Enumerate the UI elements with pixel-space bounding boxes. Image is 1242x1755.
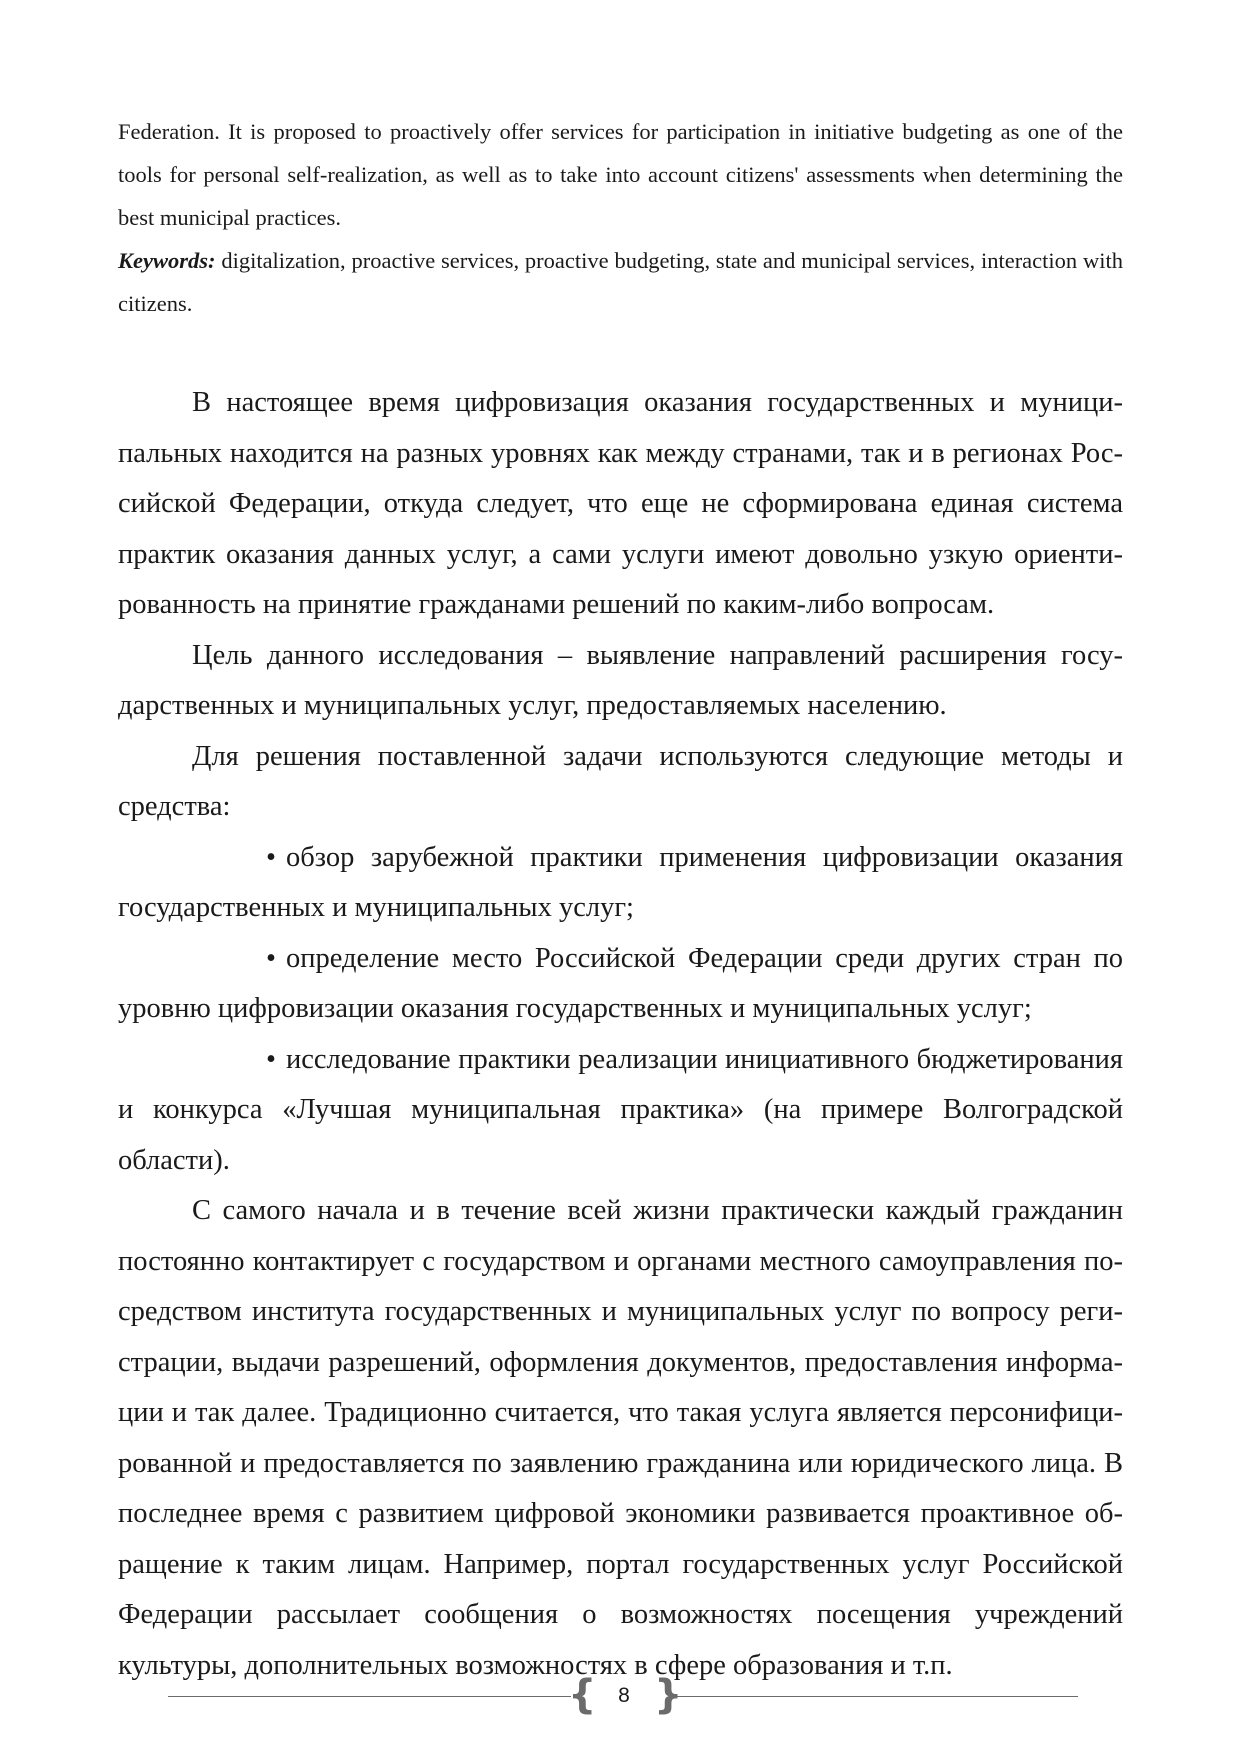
- english-abstract: [118, 110, 1123, 325]
- bullet-icon: •: [266, 841, 276, 873]
- bullet-text: определение место Российской Федерации среди других стран по уровню цифровизации оказания государственных и муниципальных услуг;: [118, 942, 1123, 1024]
- page-number: 8: [618, 1684, 630, 1707]
- footer-rule-right: [671, 1696, 1078, 1697]
- keywords-text: digitalization, proactive services, proactive budgeting, state and municipal services, interaction with citizens.: [118, 248, 1123, 316]
- keywords-line: [118, 239, 1123, 325]
- page-footer: [168, 1672, 1078, 1718]
- main-text: [118, 378, 1123, 1691]
- bullet-icon: •: [266, 1043, 276, 1075]
- paragraph-intro: В настоящее время цифровизация оказания государственных и муниципальных находится на разных уровнях как между странами, так и в регионах Российской Федерации, откуда следует, что еще не сформирована единая система практик оказания данных услуг, а сами услуги имеют довольно узкую ориентированность на принятие гражданами решений по каким-либо вопросам.: [118, 387, 1123, 620]
- bullet-text: исследование практики реализации инициативного бюджетирования и конкурса «Лучшая муниципальная практика» (на примере Волгоградской области).: [118, 1043, 1123, 1176]
- bullet-text: обзор зарубежной практики применения цифровизации оказания государственных и муниципальных услуг;: [118, 841, 1123, 923]
- footer-rule-left: [168, 1696, 571, 1697]
- left-brace-icon: {: [568, 1672, 597, 1718]
- bullet-icon: •: [266, 942, 276, 974]
- keywords-label: Keywords:: [118, 248, 216, 273]
- bullet-item: [118, 1035, 1123, 1187]
- paragraph-methods: Для решения поставленной задачи используются следующие методы и средства:: [118, 740, 1123, 822]
- bullet-item: [118, 934, 1123, 1035]
- paragraph-services: С самого начала и в течение всей жизни практически каждый гражданин постоянно контактирует с государством и органами местного самоуправления посредством института государственных и муниципальных услуг по вопросу регистрации, выдачи разрешений, оформления документов, предоставления информации и так далее. Традиционно считается, что такая услуга является персонифицированной и предоставляется по заявлению гражданина или юридического лица. В последнее время с развитием цифровой экономики развивается проактивное обращение к таким лицам. Например, портал государственных услуг Российской Федерации рассылает сообщения о возможностях посещения учреждений культуры, дополнительных возможностях в сфере образования и т.п.: [118, 1195, 1123, 1681]
- abstract-text: Federation. It is proposed to proactively offer services for participation in initiative budgeting as one of the tools for personal self-realization, as well as to take into account citizens' assessments when determining the best municipal practices.: [118, 119, 1123, 230]
- bullet-item: [118, 833, 1123, 934]
- paragraph-goal: Цель данного исследования – выявление направлений расширения государственных и муниципальных услуг, предоставляемых населению.: [118, 639, 1123, 721]
- right-brace-icon: }: [654, 1672, 683, 1718]
